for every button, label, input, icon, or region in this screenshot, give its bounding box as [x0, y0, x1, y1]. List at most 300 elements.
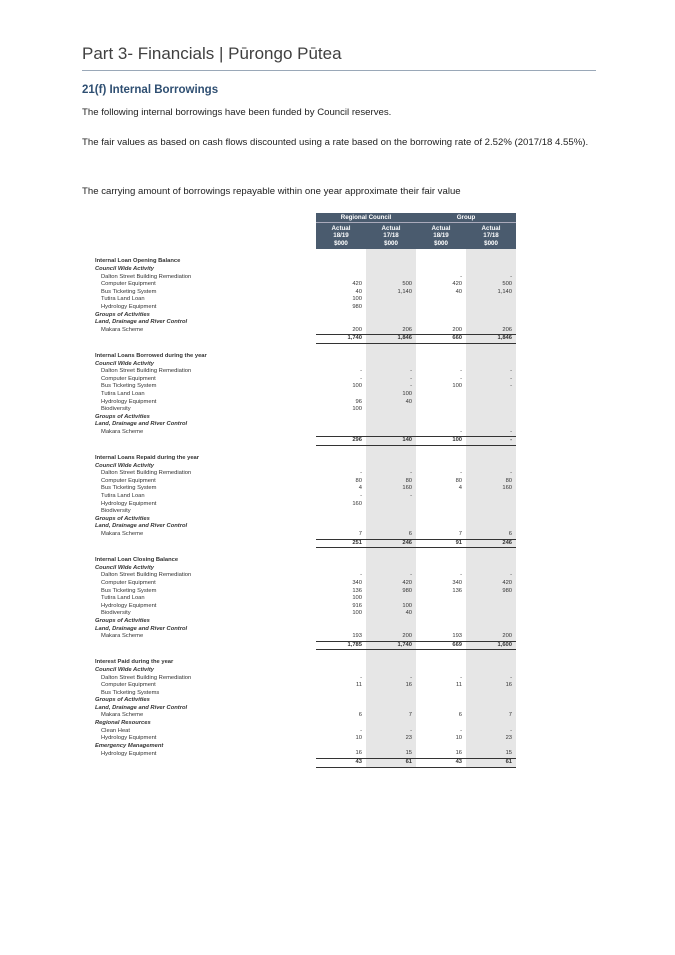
column-header-line: Actual [431, 224, 451, 232]
row-label: Council Wide Activity [95, 564, 154, 571]
total-row [92, 335, 516, 344]
value-cell [466, 565, 516, 573]
value-cell: 500 [366, 281, 416, 289]
column-header-line: 18/19 [433, 232, 449, 240]
row-label: Dalton Street Building Remediation [101, 273, 192, 280]
row-label: Biodiversity [101, 406, 131, 413]
row-label: Hydrology Equipment [101, 398, 157, 405]
row-label: Computer Equipment [101, 682, 156, 689]
value-cell [366, 697, 416, 705]
table-row [92, 690, 516, 698]
value-cell [416, 603, 466, 611]
value-cell [316, 705, 366, 713]
value-cell [416, 493, 466, 501]
value-cell: 100 [352, 610, 362, 617]
value-cell: - [466, 572, 516, 580]
row-label: Council Wide Activity [95, 462, 154, 469]
value-cell: 16 [466, 682, 516, 690]
table-row [92, 391, 516, 399]
value-cell [366, 548, 416, 565]
row-label: Hydrology Equipment [101, 303, 157, 310]
subheading-row [92, 312, 516, 320]
value-cell [316, 523, 366, 531]
fair-value-paragraph: The fair values as based on cash flows discounted using a rate based on the borrowing rate of 2.52% (2017/18 4.55%). [82, 137, 589, 148]
row-label: Makara Scheme [101, 712, 144, 719]
value-cell [416, 697, 466, 705]
value-cell [316, 429, 366, 437]
value-cell: 136 [352, 587, 362, 594]
value-cell [466, 249, 516, 266]
column-header [466, 223, 516, 250]
internal-borrowings-table [92, 213, 516, 768]
value-cell [416, 595, 466, 603]
row-label: Bus Ticketing System [101, 383, 157, 390]
value-cell: 420 [366, 580, 416, 588]
value-cell: 1,140 [466, 289, 516, 297]
subheading-row [92, 618, 516, 626]
value-cell: 80 [455, 477, 463, 484]
value-cell: 100 [452, 383, 463, 390]
row-label: Internal Loan Closing Balance [95, 556, 179, 563]
value-cell [316, 343, 366, 360]
value-cell [416, 508, 466, 516]
table-row [92, 588, 516, 596]
value-cell [466, 446, 516, 463]
value-cell: 200 [366, 633, 416, 641]
value-cell [316, 421, 366, 429]
table-row [92, 750, 516, 758]
value-cell: 96 [355, 398, 362, 405]
table-row [92, 406, 516, 414]
value-cell: - [366, 470, 416, 478]
table-row [92, 383, 516, 391]
row-label: Computer Equipment [101, 281, 156, 288]
value-cell [416, 421, 466, 429]
column-header-line: Actual [331, 224, 351, 232]
value-cell: - [360, 470, 362, 477]
value-cell: - [360, 493, 362, 500]
row-label: Interest Paid during the year [95, 659, 174, 666]
value-cell: 10 [455, 735, 463, 742]
value-cell: - [366, 376, 416, 384]
column-header-line: Actual [481, 224, 501, 232]
column-header [416, 223, 466, 250]
value-cell: 61 [366, 759, 416, 768]
table-row [92, 595, 516, 603]
value-cell: 916 [352, 602, 362, 609]
section-heading: 21(f) Internal Borrowings [82, 84, 219, 96]
row-label: Tutira Land Loan [101, 595, 145, 602]
row-label [92, 539, 316, 548]
row-label: Tutira Land Loan [101, 390, 145, 397]
value-cell: 100 [366, 603, 416, 611]
row-label: Bus Ticketing System [101, 485, 157, 492]
value-cell [316, 274, 366, 282]
row-label: Bus Ticketing Systems [101, 689, 160, 696]
value-cell: 200 [466, 633, 516, 641]
row-label: Internal Loans Repaid during the year [95, 454, 200, 461]
value-cell [466, 618, 516, 626]
value-cell [366, 690, 416, 698]
row-label: Land, Drainage and River Control [95, 421, 188, 428]
value-cell [466, 501, 516, 509]
value-cell [366, 743, 416, 751]
value-cell: - [366, 368, 416, 376]
value-cell [316, 463, 366, 471]
value-cell: 980 [366, 588, 416, 596]
value-cell: 40 [355, 288, 362, 295]
value-cell: 7 [366, 712, 416, 720]
value-cell [416, 312, 466, 320]
section-row [92, 249, 516, 266]
subheading-row [92, 565, 516, 573]
value-cell [416, 690, 466, 698]
table-row [92, 531, 516, 539]
value-cell: - [360, 727, 362, 734]
row-label: Groups of Activities [95, 515, 150, 522]
value-cell: - [460, 273, 463, 280]
value-cell [416, 446, 466, 463]
table-row [92, 501, 516, 509]
row-label: Groups of Activities [95, 697, 150, 704]
column-header-line: $000 [384, 239, 398, 247]
value-cell: 80 [366, 478, 416, 486]
value-cell [466, 361, 516, 369]
value-cell: 15 [366, 750, 416, 758]
value-cell [466, 516, 516, 524]
value-cell: 23 [466, 735, 516, 743]
value-cell: - [366, 728, 416, 736]
row-label: Dalton Street Building Remediation [101, 368, 192, 375]
row-label: Makara Scheme [101, 531, 144, 538]
value-cell [316, 626, 366, 634]
row-label: Bus Ticketing System [101, 587, 157, 594]
value-cell [466, 391, 516, 399]
value-cell: 140 [366, 437, 416, 446]
value-cell [416, 249, 466, 266]
carrying-amount-paragraph: The carrying amount of borrowings repayable within one year approximate their fair value [82, 186, 461, 197]
page-title: Part 3- Financials | Pūrongo Pūtea [82, 44, 342, 63]
subheading-row [92, 743, 516, 751]
row-label: Emergency Management [95, 742, 164, 749]
value-cell: 40 [366, 399, 416, 407]
subheading-row [92, 463, 516, 471]
section-row [92, 446, 516, 463]
row-label: Council Wide Activity [95, 360, 154, 367]
value-cell: - [366, 572, 416, 580]
value-cell: - [466, 368, 516, 376]
table-row [92, 281, 516, 289]
value-cell: - [466, 470, 516, 478]
table-row [92, 633, 516, 641]
value-cell [316, 548, 366, 565]
value-cell [466, 626, 516, 634]
value-cell [466, 650, 516, 667]
value-cell [416, 463, 466, 471]
value-cell: 10 [355, 735, 362, 742]
value-cell [366, 565, 416, 573]
row-label: Computer Equipment [101, 579, 156, 586]
value-cell [466, 743, 516, 751]
value-cell: - [466, 728, 516, 736]
table-row [92, 603, 516, 611]
table-row [92, 493, 516, 501]
value-cell: 6 [366, 531, 416, 539]
value-cell [366, 595, 416, 603]
row-label: Dalton Street Building Remediation [101, 674, 192, 681]
value-cell [366, 508, 416, 516]
value-cell [316, 667, 366, 675]
value-cell: 340 [352, 579, 362, 586]
value-cell [366, 414, 416, 422]
row-label: Tutira Land Loan [101, 493, 145, 500]
value-cell: - [460, 375, 463, 382]
value-cell [316, 391, 366, 399]
value-cell: 80 [355, 477, 362, 484]
value-cell: 100 [366, 391, 416, 399]
row-label: Biodiversity [101, 508, 131, 515]
value-cell: 246 [366, 539, 416, 548]
total-row [92, 539, 516, 548]
value-cell [366, 312, 416, 320]
value-cell: 200 [316, 327, 366, 335]
table-row [92, 399, 516, 407]
value-cell [466, 508, 516, 516]
group-header-regional-council: Regional Council [316, 213, 416, 223]
value-cell: - [366, 493, 416, 501]
subheading-row [92, 319, 516, 327]
column-header-line: 18/19 [333, 232, 349, 240]
value-cell [416, 565, 466, 573]
value-cell [466, 463, 516, 471]
row-label: Computer Equipment [101, 477, 156, 484]
value-cell [416, 361, 466, 369]
value-cell [366, 516, 416, 524]
value-cell: - [460, 572, 463, 579]
value-cell [466, 720, 516, 728]
row-label: Dalton Street Building Remediation [101, 470, 192, 477]
value-cell [366, 249, 416, 266]
value-cell [466, 705, 516, 713]
row-label: Land, Drainage and River Control [95, 704, 188, 711]
value-cell [316, 266, 366, 274]
value-cell: 43 [316, 759, 366, 768]
value-cell [416, 667, 466, 675]
value-cell: 16 [416, 750, 466, 758]
value-cell [466, 697, 516, 705]
value-cell: 420 [352, 281, 362, 288]
row-label: Hydrology Equipment [101, 735, 157, 742]
value-cell: - [416, 429, 466, 437]
value-cell [416, 743, 466, 751]
value-cell: 16 [316, 750, 366, 758]
value-cell: 980 [466, 588, 516, 596]
value-cell [466, 312, 516, 320]
column-header-line: $000 [334, 239, 348, 247]
value-cell: 4 [458, 485, 463, 492]
value-cell [366, 304, 416, 312]
value-cell [366, 523, 416, 531]
value-cell: 1,600 [466, 641, 516, 650]
value-cell [316, 618, 366, 626]
value-cell [416, 516, 466, 524]
subheading-row [92, 414, 516, 422]
subheading-row [92, 667, 516, 675]
value-cell [416, 610, 466, 618]
value-cell: 160 [466, 485, 516, 493]
subheading-row [92, 266, 516, 274]
value-cell [366, 274, 416, 282]
value-cell: 11 [455, 682, 463, 689]
row-label: Hydrology Equipment [101, 500, 157, 507]
table-row [92, 429, 516, 437]
total-row [92, 759, 516, 768]
value-cell [416, 304, 466, 312]
total-row [92, 641, 516, 650]
row-label: Dalton Street Building Remediation [101, 572, 192, 579]
value-cell [316, 565, 366, 573]
row-label: Groups of Activities [95, 617, 150, 624]
value-cell: 7 [466, 712, 516, 720]
value-cell: - [466, 383, 516, 391]
row-label: Land, Drainage and River Control [95, 319, 188, 326]
value-cell: 100 [416, 437, 466, 446]
value-cell [416, 650, 466, 667]
value-cell: 200 [416, 327, 466, 335]
value-cell [416, 266, 466, 274]
subheading-row [92, 705, 516, 713]
table-row [92, 289, 516, 297]
value-cell: - [466, 376, 516, 384]
table-row [92, 470, 516, 478]
value-cell [316, 508, 366, 516]
column-header-line: 17/18 [383, 232, 399, 240]
value-cell [466, 296, 516, 304]
title-divider [82, 70, 596, 71]
value-cell: 420 [466, 580, 516, 588]
value-cell: 100 [352, 296, 362, 303]
value-cell [416, 626, 466, 634]
value-cell [366, 406, 416, 414]
row-label: Land, Drainage and River Control [95, 625, 188, 632]
value-cell [316, 249, 366, 266]
subheading-row [92, 720, 516, 728]
value-cell: 420 [452, 281, 463, 288]
table-row [92, 580, 516, 588]
column-header [366, 223, 416, 250]
column-header [316, 223, 366, 250]
value-cell: 16 [366, 682, 416, 690]
value-cell [366, 319, 416, 327]
value-cell [466, 414, 516, 422]
value-cell [416, 399, 466, 407]
value-cell [416, 705, 466, 713]
value-cell [466, 493, 516, 501]
column-header-line: Actual [381, 224, 401, 232]
row-label [92, 759, 316, 768]
value-cell [466, 548, 516, 565]
subheading-row [92, 361, 516, 369]
value-cell: 11 [355, 682, 362, 689]
value-cell [316, 697, 366, 705]
value-cell: - [366, 383, 416, 391]
table-row [92, 712, 516, 720]
value-cell [366, 705, 416, 713]
value-cell: 61 [466, 759, 516, 768]
value-cell: - [460, 674, 463, 681]
row-label [92, 437, 316, 446]
value-cell [366, 618, 416, 626]
value-cell: 80 [466, 478, 516, 486]
value-cell [466, 343, 516, 360]
value-cell: 1,140 [366, 289, 416, 297]
intro-paragraph: The following internal borrowings have been funded by Council reserves. [82, 107, 392, 118]
value-cell [316, 446, 366, 463]
value-cell [416, 296, 466, 304]
row-label: Hydrology Equipment [101, 602, 157, 609]
value-cell [316, 361, 366, 369]
table-row [92, 728, 516, 736]
value-cell: 340 [452, 579, 463, 586]
value-cell: 7 [316, 531, 366, 539]
value-cell: 1,740 [316, 335, 366, 344]
value-cell: 91 [416, 539, 466, 548]
table-row [92, 274, 516, 282]
value-cell [416, 414, 466, 422]
value-cell: - [360, 572, 362, 579]
value-cell [366, 626, 416, 634]
value-cell [316, 312, 366, 320]
table-row [92, 376, 516, 384]
value-cell: 160 [366, 485, 416, 493]
total-row [92, 437, 516, 446]
value-cell: - [466, 429, 516, 437]
row-label: Makara Scheme [101, 327, 144, 333]
value-cell: 206 [466, 327, 516, 335]
row-label: Council Wide Activity [95, 666, 154, 673]
table-row [92, 296, 516, 304]
value-cell [316, 650, 366, 667]
subheading-row [92, 516, 516, 524]
value-cell [416, 501, 466, 509]
value-cell [416, 391, 466, 399]
table-row [92, 327, 516, 335]
value-cell [416, 406, 466, 414]
value-cell [366, 361, 416, 369]
value-cell: 1,740 [366, 641, 416, 650]
value-cell [366, 421, 416, 429]
value-cell [466, 421, 516, 429]
value-cell: - [466, 437, 516, 446]
value-cell: 1,846 [466, 335, 516, 344]
table-body [92, 249, 516, 767]
value-cell [366, 296, 416, 304]
value-cell: 100 [352, 383, 362, 390]
table-row [92, 682, 516, 690]
column-header-line: $000 [484, 239, 498, 247]
value-cell: 193 [416, 633, 466, 641]
group-header-group: Group [416, 213, 516, 223]
value-cell [366, 343, 416, 360]
value-cell [416, 523, 466, 531]
value-cell: 296 [316, 437, 366, 446]
value-cell [466, 667, 516, 675]
row-label: Clean Heat [101, 727, 131, 734]
value-cell: 669 [416, 641, 466, 650]
row-label: Tutira Land Loan [101, 296, 145, 303]
value-cell [366, 429, 416, 437]
column-header-line: 17/18 [483, 232, 499, 240]
